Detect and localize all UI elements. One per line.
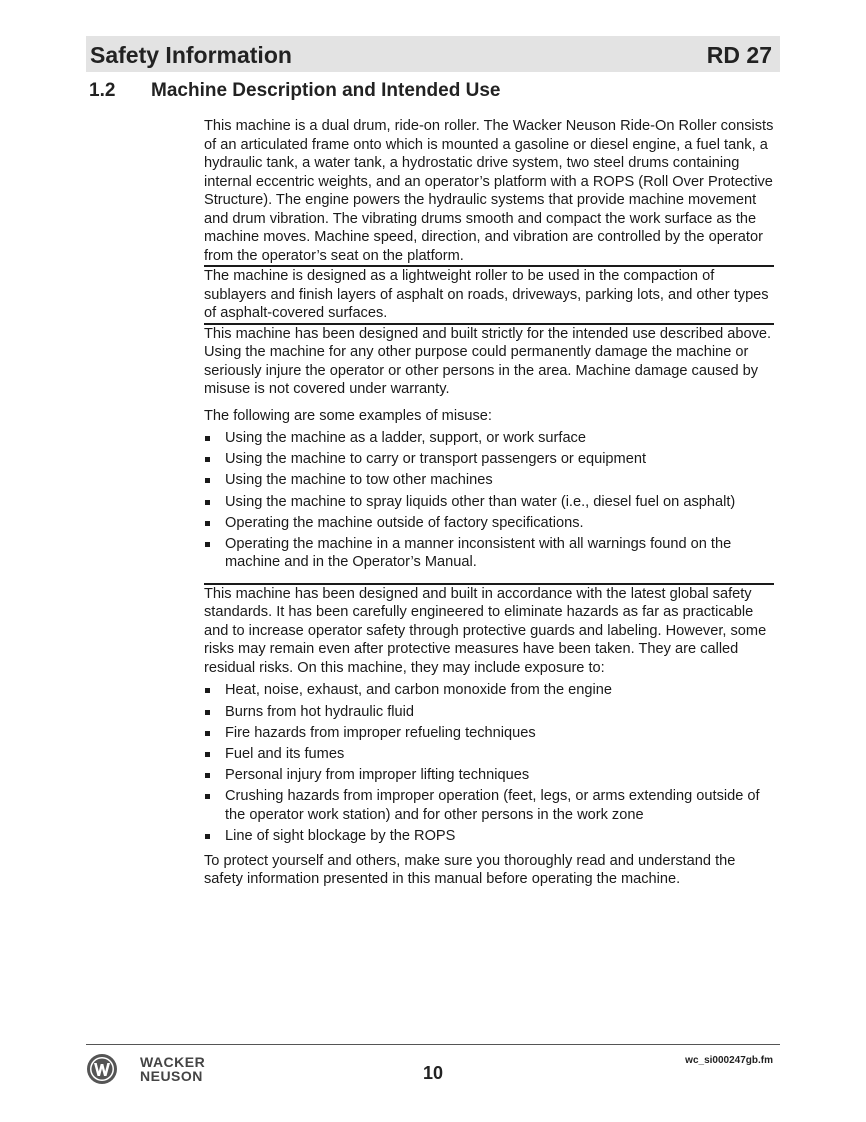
residual-risks-list (204, 681, 774, 845)
logo-line-1: WACKER (140, 1054, 206, 1070)
list-item (204, 429, 774, 448)
bullet-icon (205, 478, 210, 483)
list-item (204, 766, 774, 785)
bullet-icon (205, 773, 210, 778)
bullet-icon (205, 436, 210, 441)
list-item (204, 745, 774, 764)
list-item-text: Fuel and its fumes (225, 746, 345, 762)
misuse-lead: The following are some examples of misuse: (204, 407, 492, 424)
footer-divider (86, 1044, 780, 1045)
bullet-icon (205, 752, 210, 757)
list-item-text: Using the machine to tow other machines (225, 472, 493, 489)
intended-use-paragraph: The machine is designed as a lightweight roller to be used in the compaction of sublayers and finish layers of asphalt on roads, driveways, parking lots, and other types of asphalt-covered surfaces. (204, 268, 769, 321)
bullet-icon (205, 794, 210, 799)
file-name: wc_si000247gb.fm (685, 1055, 773, 1066)
list-item (204, 681, 774, 700)
list-item (204, 827, 774, 846)
misuse-intro-paragraph: This machine has been designed and built strictly for the intended use described above. Using the machine for any other purpose could permanently damage the machine or seriously injure the operator or other persons in the area. Machine damage caused by misuse is not covered under warranty. (204, 325, 772, 397)
list-item-text: Using the machine to carry or transport passengers or equipment (225, 451, 646, 468)
list-item-text: Fire hazards from improper refueling techniques (225, 724, 536, 741)
closing-paragraph: To protect yourself and others, make sure you thoroughly read and understand the safety information presented in this manual before operating the machine. (204, 852, 736, 888)
list-item (204, 724, 774, 743)
bullet-icon (205, 731, 210, 736)
list-item-text: Heat, noise, exhaust, and carbon monoxide from the engine (225, 682, 612, 699)
list-item-text: Operating the machine in a manner inconsistent with all warnings found on the machine and in the Operator’s Manual. (225, 535, 732, 571)
bullet-icon (205, 688, 210, 693)
bullet-icon (205, 521, 210, 526)
list-item (204, 703, 774, 722)
list-item (204, 450, 774, 469)
header-title: Safety Information (90, 42, 292, 68)
page-number: 10 (422, 1063, 444, 1083)
page-header (86, 36, 780, 72)
list-item-text: Line of sight blockage by the ROPS (225, 828, 456, 845)
bullet-icon (205, 542, 210, 547)
bullet-icon (205, 500, 210, 505)
list-item (204, 493, 774, 512)
list-item (204, 471, 774, 490)
bullet-icon (205, 457, 210, 462)
list-item-text: Crushing hazards from improper operation (feet, legs, or arms extending outside of the operator work station) and for other persons in the work zone (225, 788, 760, 823)
page-content (204, 117, 774, 889)
description-paragraph: This machine is a dual drum, ride-on roller. The Wacker Neuson Ride-On Roller consists of an articulated frame onto which is mounted a gasoline or diesel engine, a fuel tank, a hydraulic tank, a water tank, a hydrostatic drive system, two steel drums containing internal eccentric weights, and an operator’s platform with a ROPS (Roll Over Protective Structure). The engine powers the hydraulic systems that provide machine movement and drum vibration. The vibrating drums smooth and compact the work surface as the machine moves. Machine speed, direction, and vibration are controlled by the operator from the operator’s seat on the platform. (204, 118, 774, 264)
list-item-text: Burns from hot hydraulic fluid (225, 703, 414, 720)
header-model: RD 27 (706, 42, 772, 68)
section-title: Machine Description and Intended Use (151, 80, 501, 101)
bullet-icon (205, 710, 210, 715)
section-number: 1.2 (89, 80, 116, 101)
residual-risks-paragraph: This machine has been designed and built in accordance with the latest global safety standards. It has been carefully engineered to eliminate hazards as far as practicable and to increase operator safety through protective guards and labeling. However, some risks may remain even after protective measures have been taken. They are called residual risks. On this machine, they may include exposure to: (204, 585, 767, 676)
misuse-list (204, 429, 774, 572)
list-item (204, 787, 774, 824)
list-item-text: Operating the machine outside of factory specifications. (225, 514, 584, 531)
list-item (204, 514, 774, 533)
list-item (204, 535, 774, 572)
list-item-text: Using the machine to spray liquids other than water (i.e., diesel fuel on asphalt) (225, 493, 736, 510)
section-heading (89, 80, 500, 102)
bullet-icon (205, 834, 210, 839)
logo-line-2: NEUSON (140, 1068, 203, 1084)
list-item-text: Using the machine as a ladder, support, or work surface (225, 430, 586, 446)
list-item-text: Personal injury from improper lifting techniques (225, 767, 530, 784)
